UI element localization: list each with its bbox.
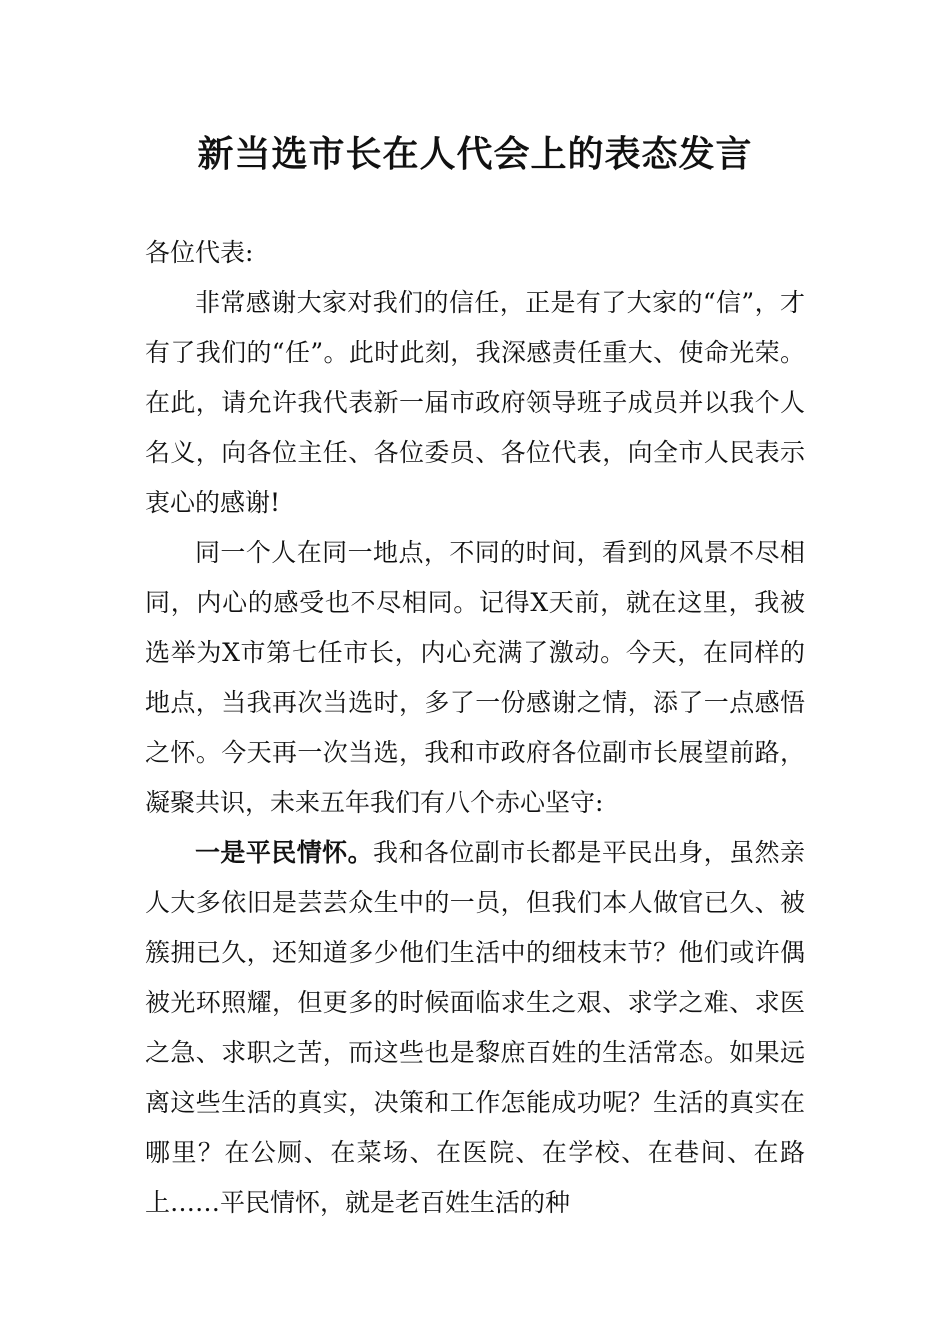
paragraph-2 — [145, 528, 805, 828]
paragraph-1 — [145, 278, 805, 528]
document-body — [145, 228, 805, 1228]
document-title: 新当选市长在人代会上的表态发言 — [197, 133, 753, 175]
paragraph-3 — [145, 828, 805, 1228]
salutation: 各位代表: — [145, 238, 254, 267]
paragraph-3-text: 我和各位副市长都是平民出身，虽然亲人大多依旧是芸芸众生中的一员，但我们本人做官已久、被簇拥已久，还知道多少他们生活中的细枝末节？他们或许偶被光环照耀，但更多的时候面临求生之艰、求学之难、求医之急、求职之苦，而这些也是黎庶百姓的生活常态。如果远离这些生活的真实，决策和工作怎能成功呢？生活的真实在哪里？在公厕、在菜场、在医院、在学校、在巷间、在路上……平民情怀，就是老百姓生活的种 — [145, 838, 805, 1217]
paragraph-3-lead: 一是平民情怀。 — [195, 838, 374, 867]
paragraph-1-text: 非常感谢大家对我们的信任，正是有了大家的“信”，才有了我们的“任”。此时此刻，我深感责任重大、使命光荣。在此，请允许我代表新一届市政府领导班子成员并以我个人名义，向各位主任、各位委员、各位代表，向全市人民表示衷心的感谢! — [145, 288, 805, 517]
paragraph-2-text: 同一个人在同一地点，不同的时间，看到的风景不尽相同，内心的感受也不尽相同。记得X天前，就在这里，我被选举为X市第七任市长，内心充满了激动。今天，在同样的地点，当我再次当选时，多了一份感谢之情，添了一点感悟之怀。今天再一次当选，我和市政府各位副市长展望前路，凝聚共识，未来五年我们有八个赤心坚守: — [145, 538, 805, 817]
